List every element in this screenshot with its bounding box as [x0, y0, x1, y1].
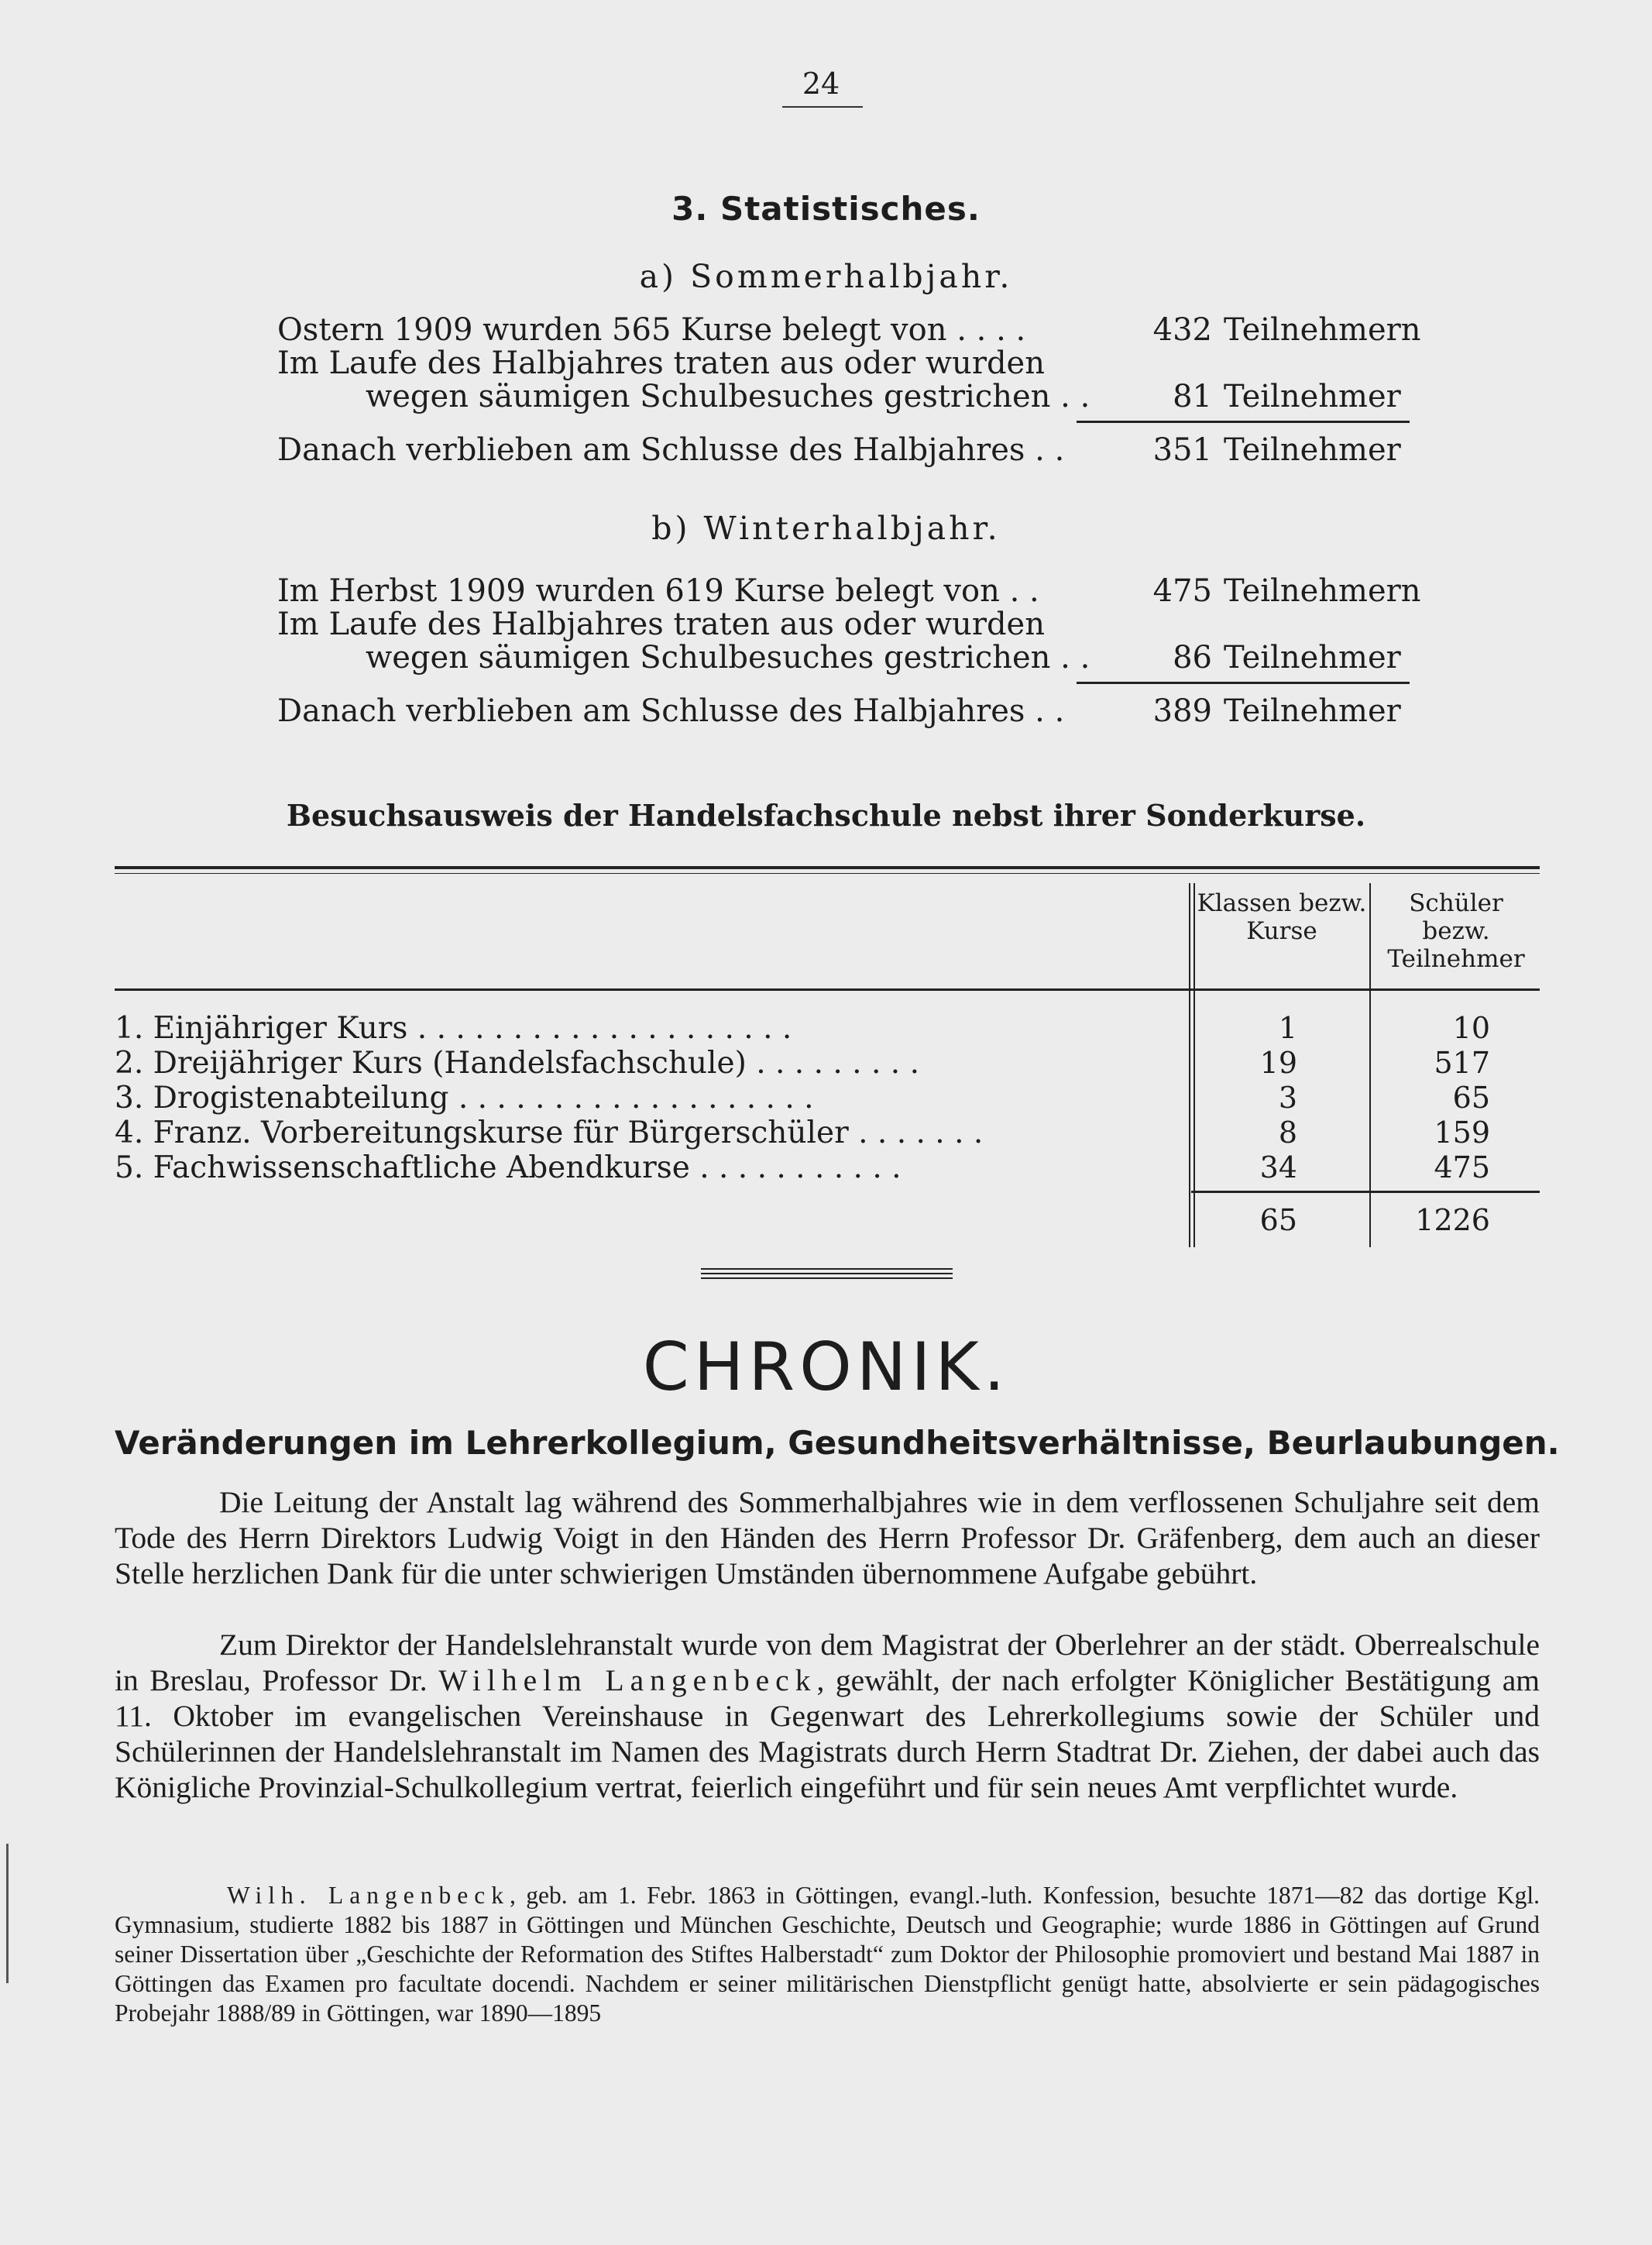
winter-row-4-unit: Teilnehmer: [1224, 693, 1401, 729]
winter-row-1-num: 475: [1152, 573, 1212, 609]
chronik-paragraph-2: [115, 1627, 1540, 1805]
biographical-note-name: Wilh. Langenbeck: [227, 1882, 510, 1909]
summer-row-1-text: Ostern 1909 wurden 565 Kurse belegt von . . . .: [277, 312, 1026, 348]
table-row-4-label: 4. Franz. Vorbereitungskurse für Bürgerschüler . . . . . . .: [115, 1116, 984, 1150]
biographical-note-text: , geb. am 1. Febr. 1863 in Göttingen, evangl.-luth. Konfession, besuchte 1871—82 das dortige Kgl. Gymnasium, studierte 1882 bis 1887 in Göttingen und München Geschichte, Deutsch und Geographie; wurde 1886 in Göttingen auf Grund seiner Dissertation über „Geschichte der Reformation des Stiftes Halberstadt“ zum Doktor der Philosophie promoviert und bestand Mai 1887 in Göttingen das Examen pro facultate docendi. Nachdem er seiner militärischen Dienstpflicht genügt hatte, absolvierte er sein pädagogisches Probejahr 1888/89 in Göttingen, war 1890—1895: [115, 1882, 1540, 2027]
table-row-3-classes: 3: [1278, 1081, 1297, 1115]
winter-row-1-text: Im Herbst 1909 wurden 619 Kurse belegt von . .: [277, 573, 1039, 609]
table-col-divider-1a: [1189, 883, 1190, 1247]
chronik-paragraph-1: [115, 1484, 1540, 1591]
winter-sum-rule: [1077, 682, 1410, 684]
table-row-1-students: 10: [1452, 1011, 1490, 1045]
winter-row-3-text: wegen säumigen Schulbesuches gestrichen . .: [366, 640, 1090, 676]
section-title: 3. Statistisches.: [671, 190, 981, 228]
summer-row-3-text: wegen säumigen Schulbesuches gestrichen . .: [366, 379, 1090, 414]
summer-row-3-unit: Teilnehmer: [1224, 379, 1401, 414]
winter-row-3-unit: Teilnehmer: [1224, 640, 1401, 676]
winter-row-2-text: Im Laufe des Halbjahres traten aus oder wurden: [277, 607, 1045, 642]
chronik-subtitle: Veränderungen im Lehrerkollegium, Gesundheitsverhältnisse, Beurlaubungen.: [115, 1424, 1560, 1462]
table-row-2-students: 517: [1434, 1046, 1490, 1080]
winter-heading: b) Winterhalbjahr.: [651, 510, 1001, 547]
summer-row-4-num: 351: [1152, 432, 1212, 468]
table-total-classes: 65: [1259, 1203, 1297, 1237]
summer-row-4-unit: Teilnehmer: [1224, 432, 1401, 468]
summer-row-1-num: 432: [1152, 312, 1212, 348]
summer-row-1-unit: Teilnehmern: [1224, 312, 1421, 348]
table-top-rule-thin: [115, 873, 1540, 874]
header-students: Schüler bezw. Teilnehmer: [1387, 889, 1525, 973]
table-top-rule: [115, 866, 1540, 869]
table-row-5-students: 475: [1434, 1150, 1490, 1184]
attendance-table-title: Besuchsausweis der Handelsfachschule nebst ihrer Sonderkurse.: [286, 798, 1366, 833]
divider-line-1: [701, 1268, 953, 1270]
table-row-2-classes: 19: [1259, 1046, 1297, 1080]
chronik-paragraph-2-text-b: , gewählt, der nach erfolgter Königlicher Bestätigung am 11. Oktober im evangelischen Vereinshause in Gegenwart des Lehrerkollegiums sowie der Schüler und Schülerinnen der Handelslehranstalt im Namen des Magistrats durch Herrn Stadtrat Dr. Ziehen, der dabei auch das Königliche Provinzial-Schulkollegium vertrat, feierlich eingeführt und für sein neues Amt verpflichtet wurde.: [115, 1663, 1540, 1804]
chronik-paragraph-2-text-a: Zum Direktor der Handelslehranstalt wurde von dem Magistrat der Oberlehrer an der städt. Oberrealschule in Breslau, Professor Dr.: [115, 1628, 1540, 1697]
table-row-5-classes: 34: [1259, 1150, 1297, 1184]
table-row-1-classes: 1: [1278, 1011, 1297, 1045]
header-classes: Klassen bezw. Kurse: [1197, 889, 1367, 945]
winter-row-4-num: 389: [1152, 693, 1212, 729]
page-number-rule: [782, 106, 863, 108]
divider-line-2: [701, 1273, 953, 1274]
winter-row-1-unit: Teilnehmern: [1224, 573, 1421, 609]
table-total-students: 1226: [1415, 1203, 1490, 1237]
winter-row-3-num: 86: [1173, 640, 1212, 676]
page-edge-mark: [6, 1844, 9, 1983]
chronik-title: CHRONIK.: [642, 1329, 1010, 1406]
table-header-rule: [115, 988, 1540, 991]
table-row-5-label: 5. Fachwissenschaftliche Abendkurse . . . . . . . . . . .: [115, 1150, 902, 1185]
summer-heading: a) Sommerhalbjahr.: [639, 258, 1013, 295]
summer-sum-rule: [1077, 421, 1410, 423]
biographical-note: [115, 1881, 1540, 2028]
table-sum-rule: [1191, 1191, 1540, 1193]
chronik-paragraph-1-text: Die Leitung der Anstalt lag während des Sommerhalbjahres wie in dem verflossenen Schuljahre seit dem Tode des Herrn Direktors Ludwig Voigt in den Händen des Herrn Professor Dr. Gräfenberg, dem auch an dieser Stelle herzlichen Dank für die unter schwierigen Umständen übernommene Aufgabe gebührt.: [115, 1485, 1540, 1590]
chronik-paragraph-2-name: Wilhelm Langenbeck: [438, 1663, 817, 1697]
table-row-2-label: 2. Dreijähriger Kurs (Handelsfachschule) . . . . . . . . .: [115, 1046, 919, 1081]
summer-row-4-text: Danach verblieben am Schlusse des Halbjahres . .: [277, 432, 1065, 468]
summer-row-2-text: Im Laufe des Halbjahres traten aus oder wurden: [277, 346, 1045, 381]
table-row-4-classes: 8: [1278, 1116, 1297, 1150]
table-row-3-students: 65: [1452, 1081, 1490, 1115]
winter-row-4-text: Danach verblieben am Schlusse des Halbjahres . .: [277, 693, 1065, 729]
divider-line-3: [701, 1277, 953, 1279]
table-row-3-label: 3. Drogistenabteilung . . . . . . . . . . . . . . . . . . .: [115, 1081, 814, 1116]
table-row-4-students: 159: [1434, 1116, 1490, 1150]
page-number: 24: [802, 67, 840, 101]
summer-row-3-num: 81: [1173, 379, 1212, 414]
table-row-1-label: 1. Einjähriger Kurs . . . . . . . . . . . . . . . . . . . .: [115, 1011, 792, 1046]
